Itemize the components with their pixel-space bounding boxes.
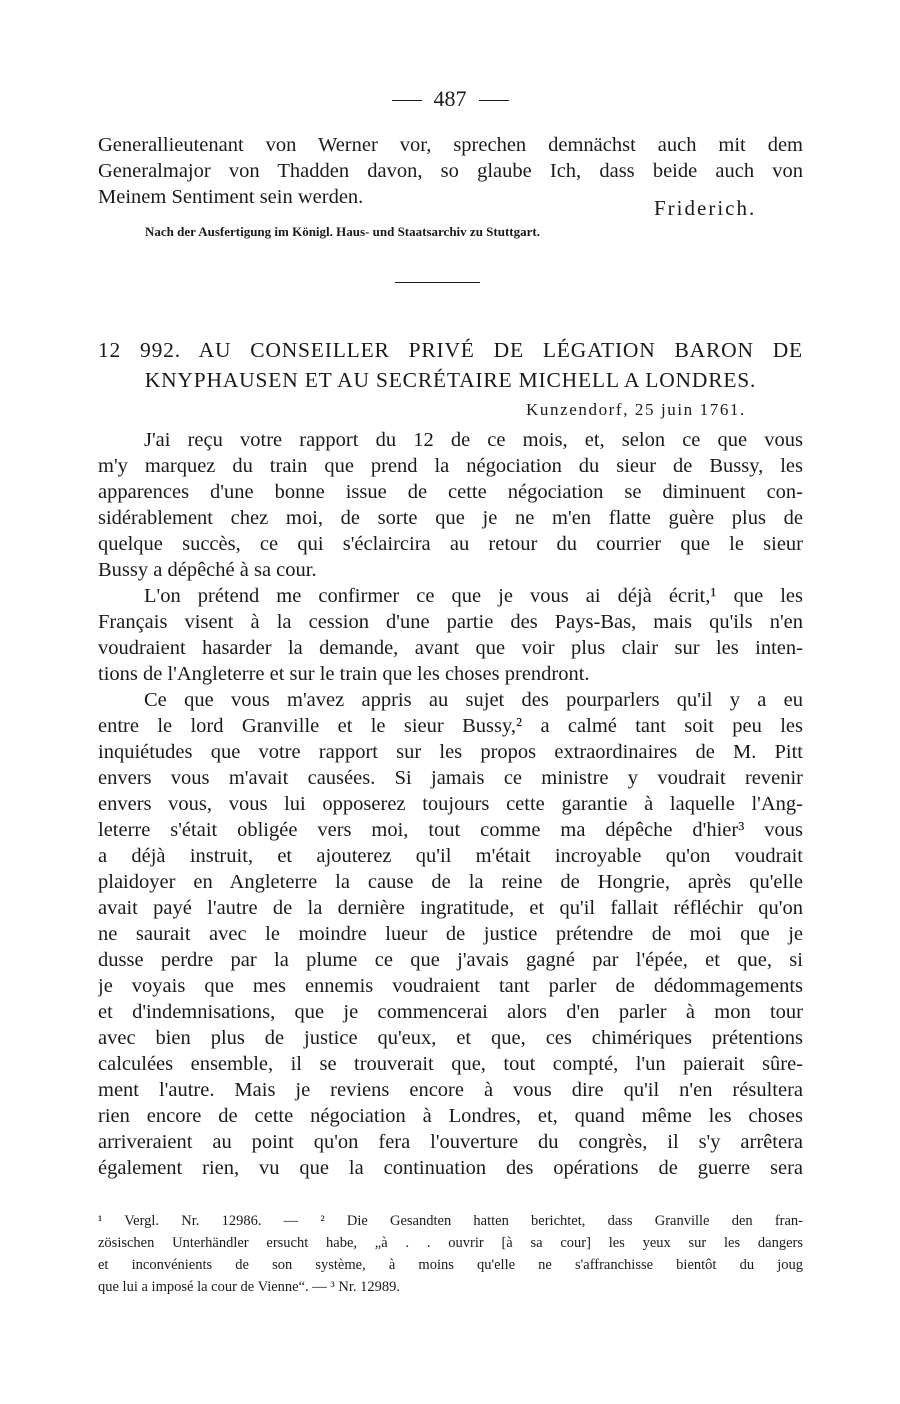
- footnote-line: que lui a imposé la cour de Vienne“. — ³ Nr. 12989.: [98, 1279, 401, 1295]
- body-line: arriveraient au point qu'on fera l'ouverture du congrès, il s'y arrêtera: [98, 1131, 803, 1153]
- intro-line: Generallieutenant von Werner vor, sprechen demnächst auch mit dem: [98, 134, 803, 156]
- body-line: entre le lord Granville et le sieur Bussy,² a calmé tant soit peu les: [98, 715, 803, 737]
- signature: Friderich.: [654, 196, 757, 220]
- body-line: plaidoyer en Angleterre la cause de la reine de Hongrie, après qu'elle: [98, 871, 803, 893]
- body-line: apparences d'une bonne issue de cette négociation se diminuent con-: [98, 481, 803, 503]
- body-line: voudraient hasarder la demande, avant que voir plus clair sur les inten-: [98, 637, 803, 659]
- intro-line: Generalmajor von Thadden davon, so glaube Ich, dass beide auch von: [98, 160, 803, 182]
- body-line: avec bien plus de justice qu'eux, et que, ces chimériques prétentions: [98, 1027, 803, 1049]
- body-line: leterre s'était obligée vers moi, tout comme ma dépêche d'hier³ vous: [98, 819, 803, 841]
- body-line: je voyais que mes ennemis voudraient tant parler de dédommagements: [98, 975, 803, 997]
- body-line: calculées ensemble, il se trouverait que, tout compté, l'un paierait sûre-: [98, 1053, 803, 1075]
- letter-body: [98, 427, 803, 1181]
- body-line: J'ai reçu votre rapport du 12 de ce mois, et, selon ce que vous: [144, 429, 803, 451]
- source-note: Nach der Ausfertigung im Königl. Haus- und Staatsarchiv zu Stuttgart.: [145, 224, 540, 239]
- footnote-line: ¹ Vergl. Nr. 12986. — ² Die Gesandten hatten berichtet, dass Granville den fran-: [98, 1213, 803, 1229]
- body-line: Ce que vous m'avez appris au sujet des pourparlers qu'il y a eu: [144, 689, 803, 711]
- intro-line: Meinem Sentiment sein werden.: [98, 186, 364, 208]
- body-line: avait payé l'autre de la dernière ingratitude, et qu'il fallait réfléchir qu'on: [98, 897, 803, 919]
- footnote-line: et inconvénients de son système, à moins qu'elle ne s'affranchisse bientôt du joug: [98, 1257, 803, 1273]
- letter-heading-line-1: 12 992. AU CONSEILLER PRIVÉ DE LÉGATION BARON DE: [98, 338, 803, 362]
- footnote-line: zösischen Unterhändler ersucht habe, „à . . ouvrir [à sa cour] les yeux sur les dangers: [98, 1235, 803, 1251]
- body-line: ne saurait avec le moindre lueur de justice prétendre de moi que je: [98, 923, 803, 945]
- body-line: dusse perdre par la plume ce que j'avais gagné par l'épée, et que, si: [98, 949, 803, 971]
- body-line: inquiétudes que votre rapport sur les propos extraordinaires de M. Pitt: [98, 741, 803, 763]
- body-line: quelque succès, ce qui s'éclaircira au retour du courrier que le sieur: [98, 533, 803, 555]
- body-line: Français visent à la cession d'une partie des Pays-Bas, mais qu'ils n'en: [98, 611, 803, 633]
- body-line: envers vous m'avait causées. Si jamais ce ministre y voudrait revenir: [98, 767, 803, 789]
- page-number-dash-right: [479, 100, 509, 101]
- body-line: sidérablement chez moi, de sorte que je ne m'en flatte guère plus de: [98, 507, 803, 529]
- footnotes: [98, 1210, 803, 1298]
- body-line: a déjà instruit, et ajouterez qu'il m'était incroyable qu'on voudrait: [98, 845, 803, 867]
- body-line: m'y marquez du train que prend la négociation du sieur de Bussy, les: [98, 455, 803, 477]
- page-number-dash-left: [392, 100, 422, 101]
- body-line: tions de l'Angleterre et sur le train que les choses prendront.: [98, 663, 590, 685]
- page-number: 487: [433, 86, 467, 111]
- section-divider: [395, 282, 480, 283]
- body-line: Bussy a dépêché à sa cour.: [98, 559, 317, 581]
- body-line: également rien, vu que la continuation des opérations de guerre sera: [98, 1157, 803, 1179]
- body-line: rien encore de cette négociation à Londres, et, quand même les choses: [98, 1105, 803, 1127]
- page-number-row: [0, 86, 900, 112]
- letter-heading-line-2: KNYPHAUSEN ET AU SECRÉTAIRE MICHELL A LONDRES.: [144, 368, 757, 392]
- dateline: Kunzendorf, 25 juin 1761.: [526, 400, 746, 419]
- body-line: L'on prétend me confirmer ce que je vous ai déjà écrit,¹ que les: [144, 585, 803, 607]
- body-line: ment l'autre. Mais je reviens encore à vous dire qu'il n'en résultera: [98, 1079, 803, 1101]
- body-line: et d'indemnisations, que je commencerai alors d'en parler à mon tour: [98, 1001, 803, 1023]
- body-line: envers vous, vous lui opposerez toujours cette garantie à laquelle l'Ang-: [98, 793, 803, 815]
